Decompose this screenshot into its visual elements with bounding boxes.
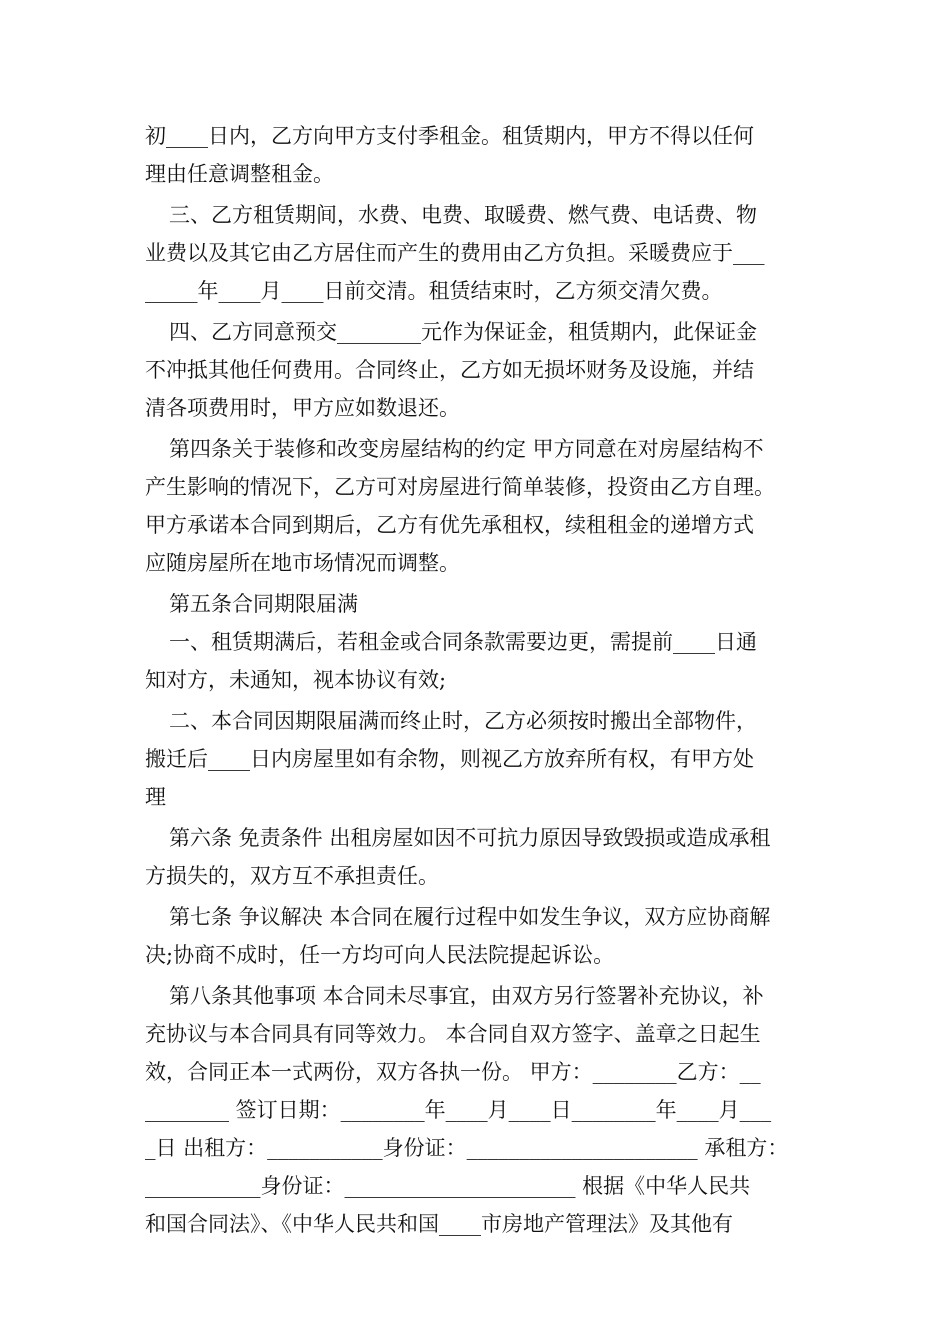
text-line: 第六条 免责条件 出租房屋如因不可抗力原因导致毁损或造成承租 — [169, 826, 771, 850]
text-line: ___________身份证：______________________ 根据《中华人民共 — [145, 1174, 751, 1198]
text-line: 二、本合同因期限届满而终止时，乙方必须按时搬出全部物件， — [169, 709, 757, 733]
text-line: 理 — [145, 785, 166, 809]
text-line: 业费以及其它由乙方居住而产生的费用由乙方负担。采暖费应于___ — [145, 241, 765, 265]
text-line: 充协议与本合同具有同等效力。 本合同自双方签字、盖章之日起生 — [145, 1022, 761, 1046]
text-line: 甲方承诺本合同到期后，乙方有优先承租权，续租租金的递增方式 — [145, 513, 754, 537]
text-line: _日 出租方：___________身份证：______________________ 承租方： — [145, 1136, 789, 1160]
text-line: 产生影响的情况下，乙方可对房屋进行简单装修，投资由乙方自理。 — [145, 475, 775, 499]
text-line: 一、租赁期满后，若租金或合同条款需要边更，需提前____日通 — [169, 630, 757, 654]
text-line: 决;协商不成时，任一方均可向人民法院提起诉讼。 — [145, 943, 615, 967]
text-line: 三、乙方租赁期间，水费、电费、取暖费、燃气费、电话费、物 — [169, 203, 757, 227]
text-line: _____年____月____日前交清。租赁结束时，乙方须交清欠费。 — [145, 279, 723, 303]
text-line: 知对方，未通知，视本协议有效; — [145, 668, 447, 692]
text-line: 和国合同法》、《中华人民共和国____市房地产管理法》及其他有 — [145, 1212, 733, 1236]
text-line: 不冲抵其他任何费用。合同终止，乙方如无损坏财务及设施，并结 — [145, 358, 754, 382]
text-line: 清各项费用时，甲方应如数退还。 — [145, 396, 460, 420]
text-line: 初____日内，乙方向甲方支付季租金。租赁期内，甲方不得以任何 — [145, 124, 754, 148]
text-line: 方损失的，双方互不承担责任。 — [145, 864, 439, 888]
text-line: 第八条其他事项 本合同未尽事宜，由双方另行签署补充协议，补 — [169, 984, 764, 1008]
text-line: 搬迁后____日内房屋里如有余物，则视乙方放弃所有权，有甲方处 — [145, 747, 754, 771]
text-line: 效，合同正本一式两份，双方各执一份。 甲方：________乙方：__ — [145, 1060, 761, 1084]
text-line: 第七条 争议解决 本合同在履行过程中如发生争议，双方应协商解 — [169, 905, 771, 929]
contract-text — [145, 117, 815, 1243]
text-line: 第四条关于装修和改变房屋结构的约定 甲方同意在对房屋结构不 — [169, 437, 764, 461]
text-line: 四、乙方同意预交________元作为保证金，租赁期内，此保证金 — [169, 320, 757, 344]
text-line: 应随房屋所在地市场情况而调整。 — [145, 551, 460, 575]
section-heading: 第五条合同期限届满 — [169, 592, 358, 616]
text-line: 理由任意调整租金。 — [145, 162, 334, 186]
text-line: ________ 签订日期：________年____月____日________年____月___ — [145, 1098, 772, 1122]
